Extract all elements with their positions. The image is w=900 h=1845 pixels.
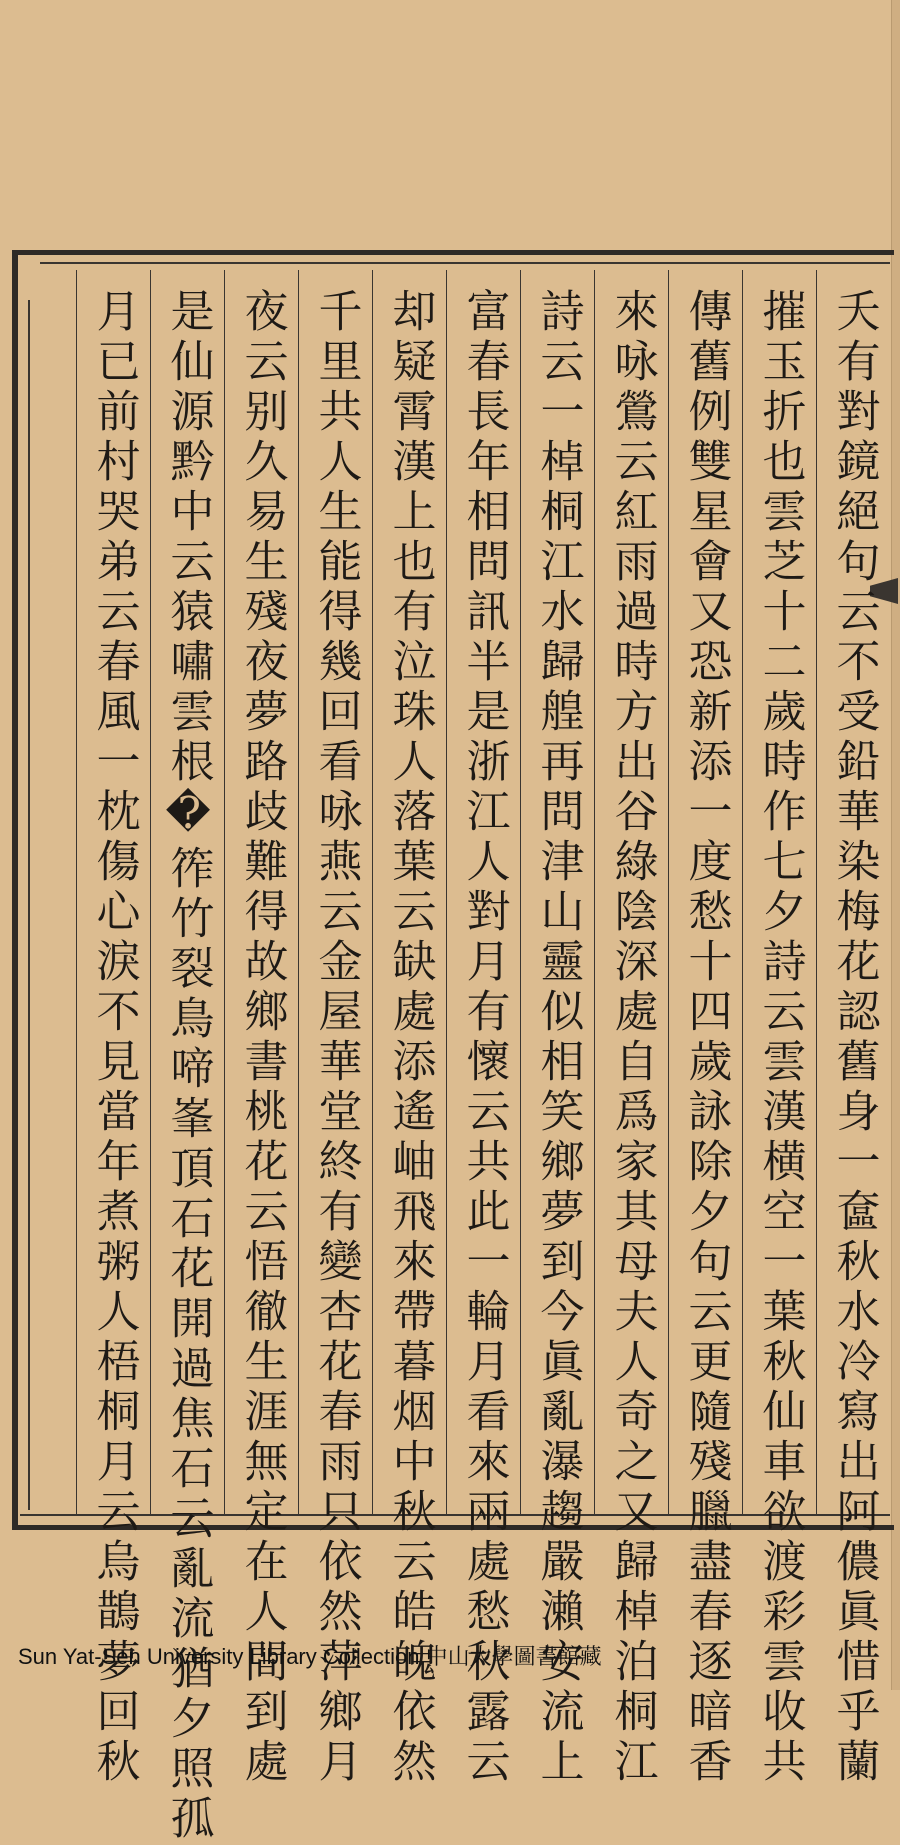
column-text: 詩云一棹桐江水歸艎再問津山靈似相笑鄉夢到今眞亂瀑趨嚴瀨安流上 [532,288,584,1788]
frame-left-rule [28,300,30,1510]
column-text: 千里共人生能得幾回看咏燕云金屋華堂終有變杏花春雨只依然萍鄉月 [310,288,362,1788]
text-column [446,270,520,1788]
text-column [372,270,446,1788]
text-column [76,270,150,1788]
text-column [594,270,668,1788]
collection-caption: Sun Yat-Sen University Library Collection 中山大學圖書館藏 [18,1644,602,1669]
text-column [520,270,594,1788]
column-text: 來咏鶯云紅雨過時方出谷綠陰深處自爲家其母夫人奇之又歸棹泊桐江 [606,288,658,1788]
text-column [742,270,816,1788]
column-text: 富春長年相問訊半是浙江人對月有懷云共此一輪月看來兩處愁秋露云 [458,288,510,1788]
column-text: 夜云别久易生殘夜夢路歧難得故鄉書桃花云悟徹生涯無定在人間到處 [236,288,288,1788]
column-text: 是仙源黔中云猿嘯雲根�筰竹裂鳥啼峯頂石花開過焦石云亂流猶夕照孤 [162,288,214,1845]
column-text: 夭有對鏡絕句云不受鉛華染梅花認舊身一奩秋水冷寫出阿儂眞惜乎蘭 [828,288,880,1788]
text-column [298,270,372,1788]
column-text: 傳舊例雙星會又恐新添一度愁十四歲詠除夕句云更隨殘臘盡春逐暗香 [680,288,732,1788]
text-column [668,270,742,1788]
column-text: 摧玉折也雲芝十二歲時作七夕詩云雲漢横空一葉秋仙車欲渡彩雲收共 [754,288,806,1788]
column-text: 月已前村哭弟云春風一枕傷心淚不見當年煮粥人梧桐月云烏鵲夢回秋 [88,288,140,1788]
frame-top-rule [40,262,890,264]
text-column [224,270,298,1788]
column-text: 却疑霄漢上也有泣珠人落葉云缺處添遙岫飛來帶暮烟中秋云皓魄依然 [384,288,436,1788]
text-column [816,270,890,1788]
text-column [150,270,224,1845]
